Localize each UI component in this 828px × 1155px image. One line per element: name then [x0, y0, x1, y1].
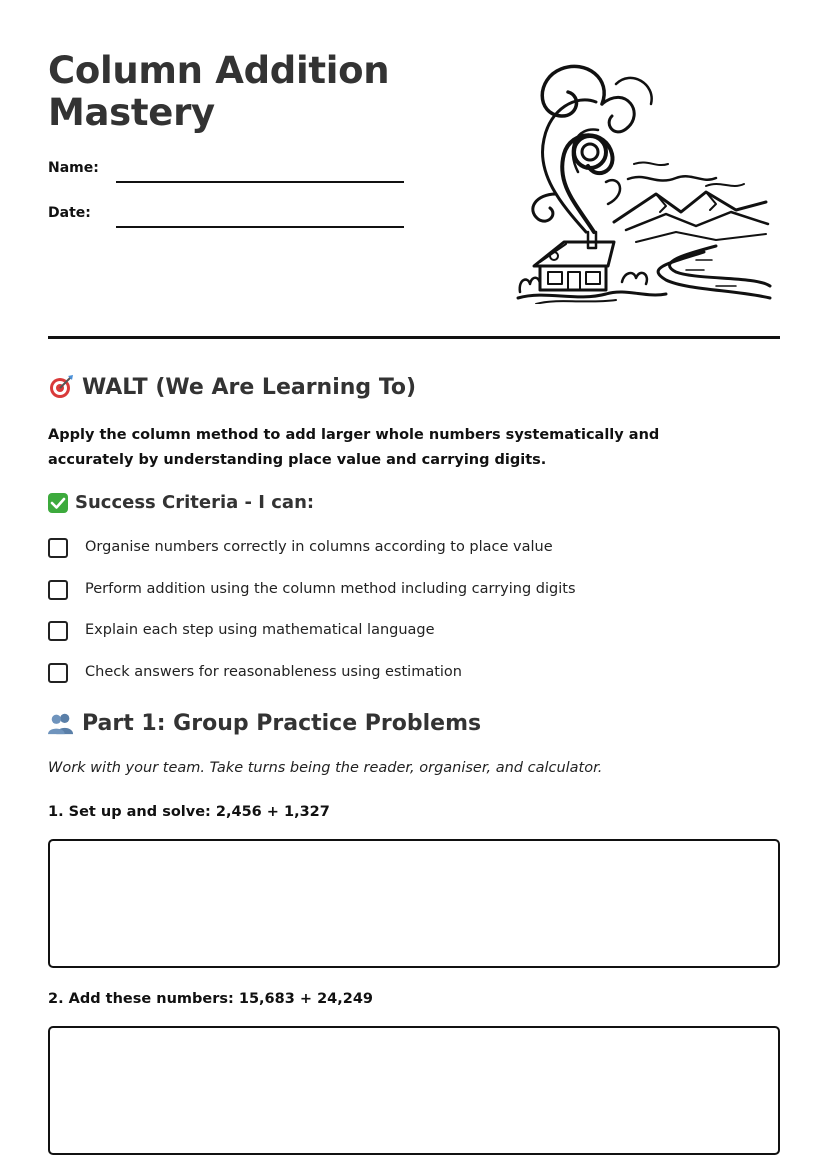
name-field-row — [48, 160, 408, 190]
part1-heading-text: Part 1: Group Practice Problems — [82, 710, 482, 736]
criteria-item-label: Organise numbers correctly in columns according to place value — [85, 539, 553, 555]
part1-heading — [48, 710, 481, 736]
success-criteria-list — [48, 536, 748, 702]
title-line-2: Mastery — [48, 91, 215, 134]
criteria-item-label: Perform addition using the column method including carrying digits — [85, 580, 576, 597]
page-title — [48, 50, 389, 134]
walt-heading — [48, 374, 416, 400]
criteria-checkbox[interactable] — [48, 621, 68, 641]
date-write-line[interactable] — [116, 226, 404, 228]
name-write-line[interactable] — [116, 181, 404, 183]
criteria-item-label: Check answers for reasonableness using estimation — [85, 663, 462, 680]
criteria-item — [48, 619, 748, 661]
check-mark-icon — [48, 493, 68, 513]
criteria-item — [48, 661, 748, 703]
problem-2-answer-box[interactable] — [48, 1026, 780, 1155]
criteria-item-label: Explain each step using mathematical language — [85, 622, 435, 638]
problem-1-label: 1. Set up and solve: 2,456 + 1,327 — [48, 804, 330, 820]
target-icon — [48, 374, 74, 400]
worksheet-header — [48, 0, 780, 340]
problem-2-label: 2. Add these numbers: 15,683 + 24,249 — [48, 991, 374, 1007]
criteria-checkbox[interactable] — [48, 580, 68, 600]
cottage-landscape-illustration — [516, 54, 774, 304]
worksheet-page — [48, 0, 780, 1007]
criteria-item — [48, 578, 748, 620]
part1-instruction: Work with your team. Take turns being the reader, organiser, and calculator. — [48, 760, 603, 776]
title-line-1: Column Addition — [48, 49, 390, 92]
date-field-row — [48, 205, 408, 235]
success-criteria-heading-text: Success Criteria - I can: — [75, 492, 315, 513]
criteria-checkbox[interactable] — [48, 538, 68, 558]
header-divider — [48, 336, 780, 339]
problem-1-answer-box[interactable] — [48, 839, 780, 968]
criteria-item — [48, 536, 748, 578]
walt-heading-text: WALT (We Are Learning To) — [82, 374, 417, 400]
criteria-checkbox[interactable] — [48, 663, 68, 683]
walt-objective-text: Apply the column method to add larger whole numbers systematically and accurately by understanding place value and carrying digits. — [48, 427, 660, 468]
date-label: Date: — [48, 205, 91, 221]
people-icon — [48, 710, 74, 736]
name-label: Name: — [48, 160, 99, 176]
success-criteria-heading — [48, 492, 314, 513]
